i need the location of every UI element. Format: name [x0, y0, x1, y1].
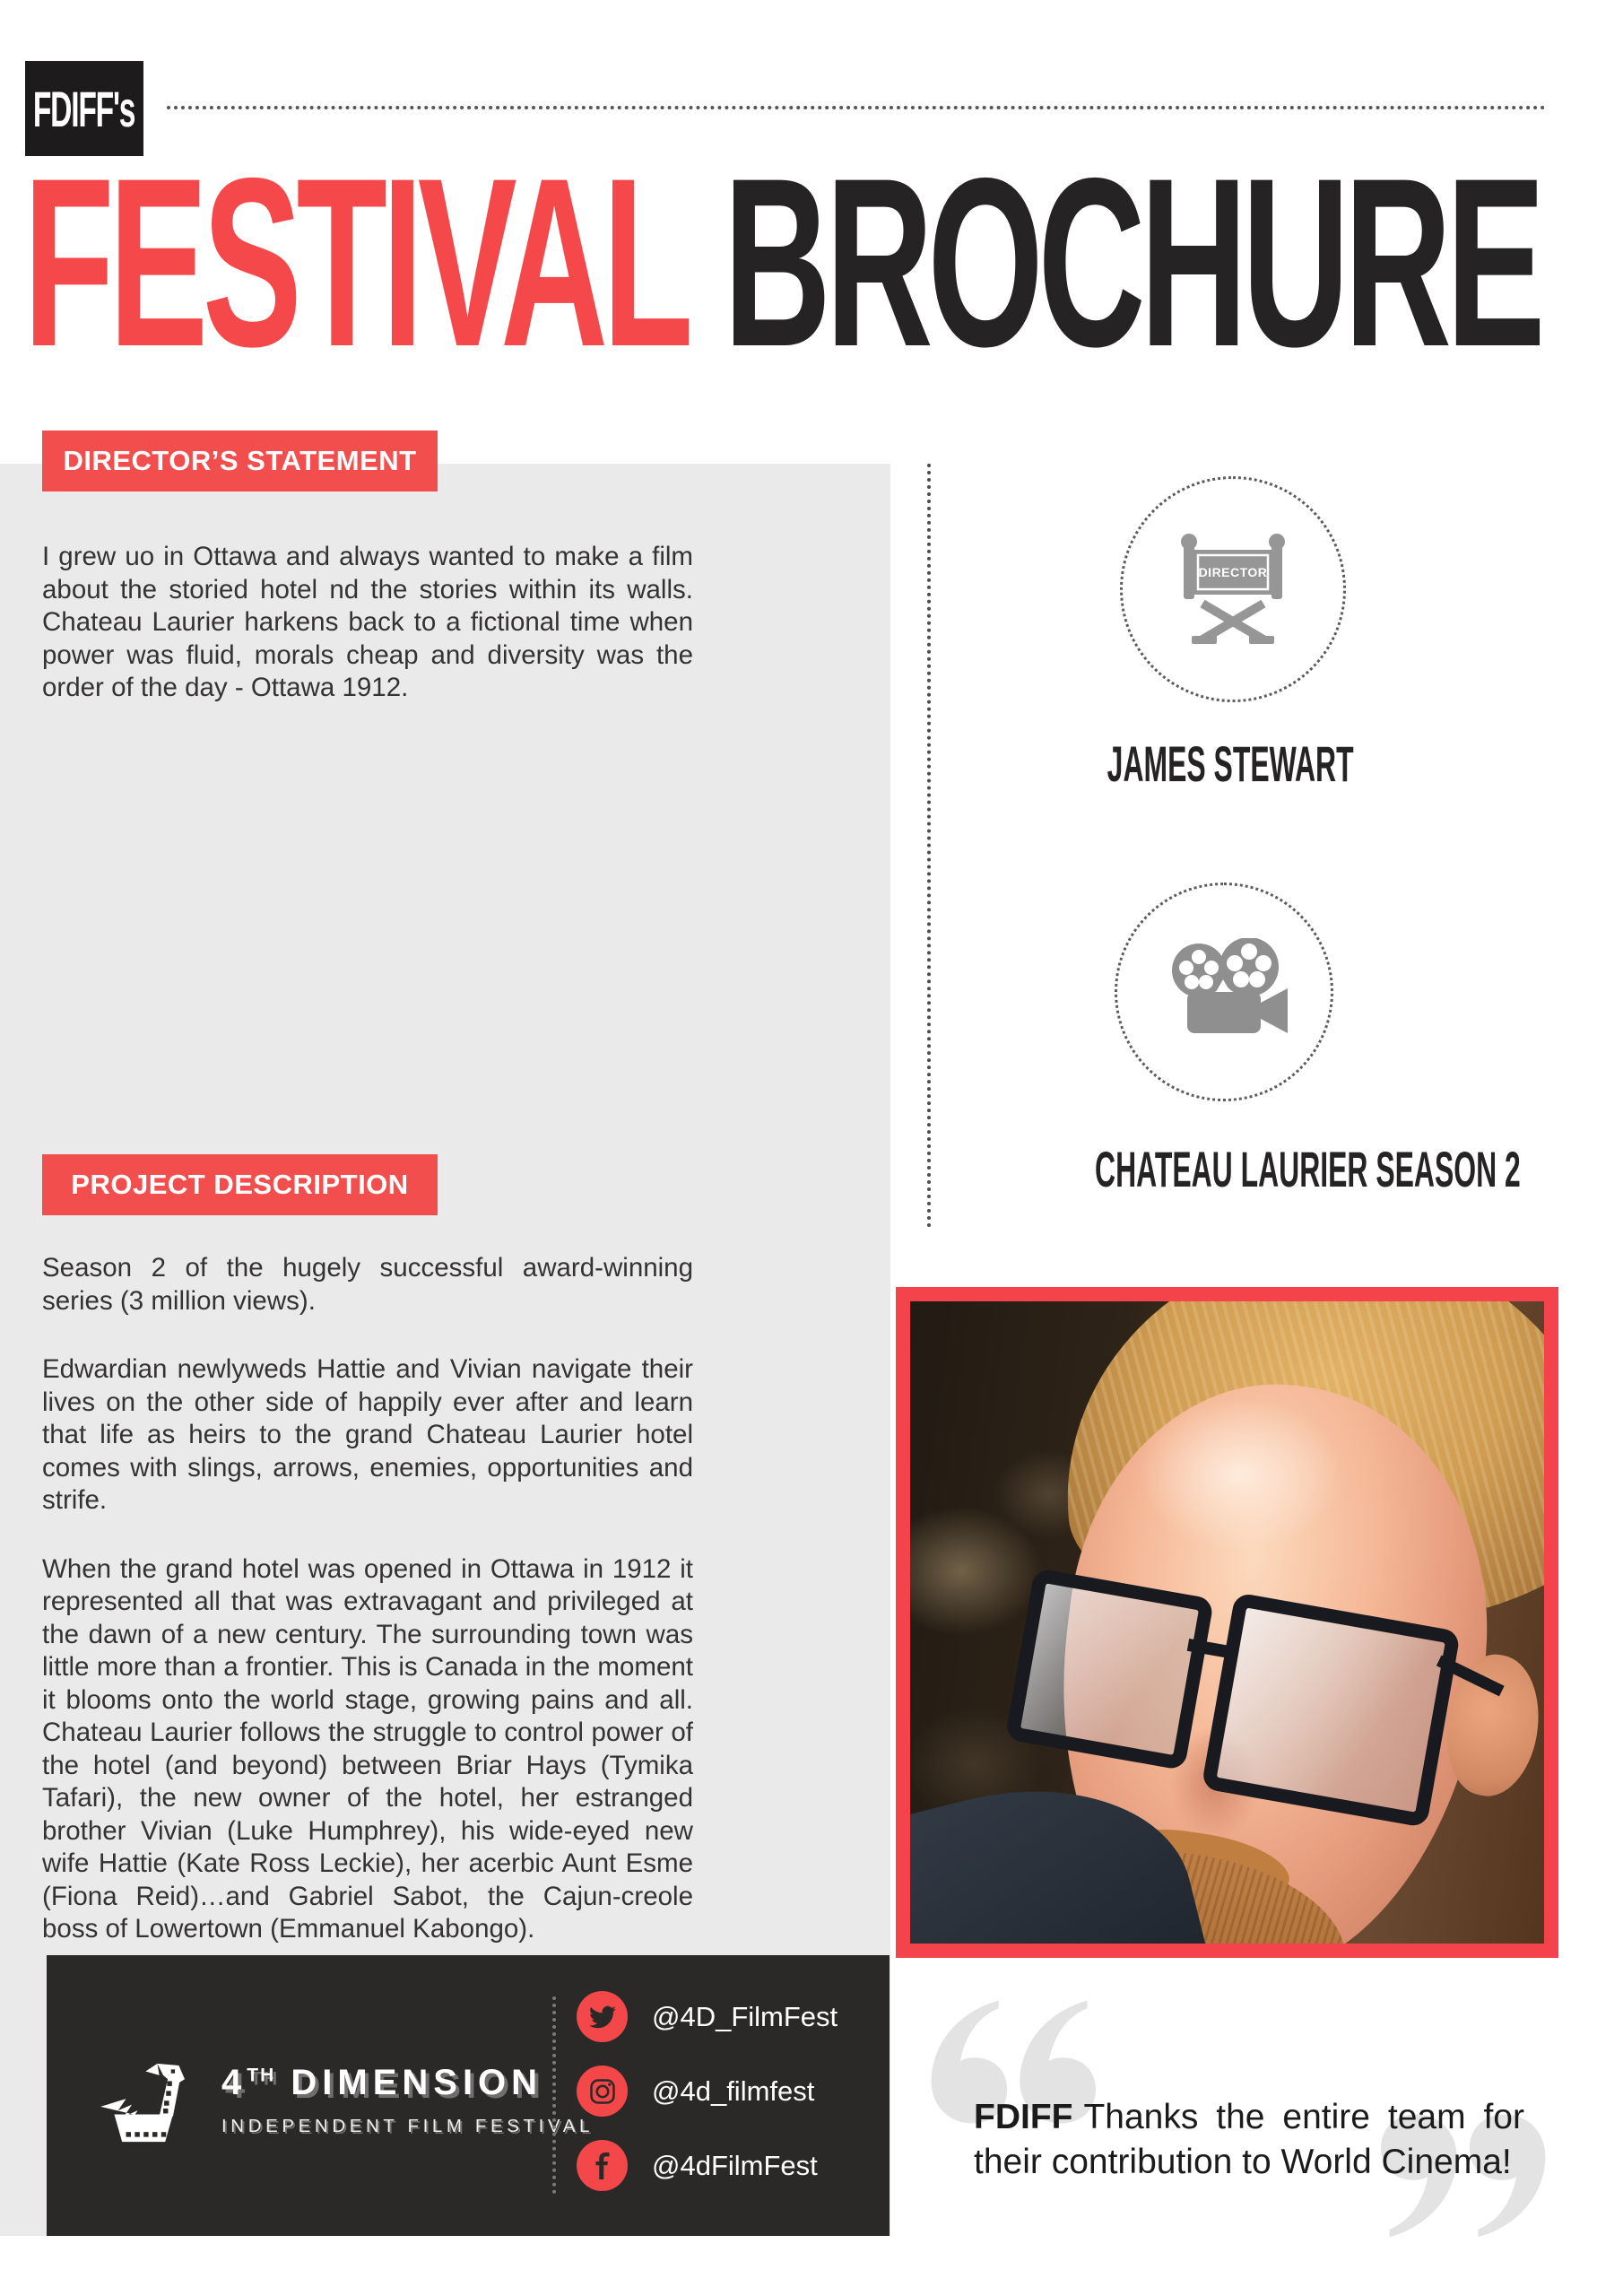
- social-row-facebook: [577, 2140, 838, 2191]
- festival-footer: [47, 1955, 890, 2236]
- page-title-festival: FESTIVAL: [23, 127, 689, 396]
- director-profile-circle: [1120, 476, 1346, 702]
- social-row-instagram: [577, 2066, 838, 2117]
- facebook-icon: [577, 2140, 628, 2191]
- director-name: JAMES STEWART: [1107, 735, 1354, 792]
- festival-subtitle: INDEPENDENT FILM FESTIVAL: [221, 2116, 594, 2136]
- svg-text:DIRECTOR: DIRECTOR: [1198, 565, 1268, 579]
- page-title: [23, 127, 1541, 396]
- directors-statement-heading: DIRECTOR’S STATEMENT: [63, 445, 417, 476]
- project-description-heading: PROJECT DESCRIPTION: [71, 1169, 409, 1200]
- directors-statement-banner: [42, 430, 438, 491]
- project-description-paragraph: When the grand hotel was opened in Ottawa in 1912 it represented all that was extravagant and privileged at the dawn of a new century. The surrounding town was little more than a frontier. This is Canada in the moment it blooms onto the world stage, growing pains and all. Chateau Laurier follows the struggle to control power of the hotel (and beyond) between Briar Hays (Tymika Tafari), the new owner of the hotel, her estranged brother Vivian (Luke Humphrey), his wide-eyed new wife Hattie (Kate Ross Leckie), her acerbic Aunt Esme (Fiona Reid)…and Gabriel Sabot, the Cajun-creole boss of Lowertown (Emmanuel Kabongo).: [42, 1553, 693, 1944]
- photo-forehead-highlight: [1139, 1397, 1341, 1552]
- header-dotted-divider: [167, 106, 1546, 109]
- film-title: CHATEAU LAURIER SEASON 2: [1095, 1141, 1521, 1197]
- project-description-paragraph: Season 2 of the hugely successful award-winning series (3 million views).: [42, 1253, 693, 1316]
- quote-lead: FDIFF: [974, 2098, 1073, 2136]
- quote-body: Thanks the entire team for their contribution to World Cinema!: [974, 2098, 1524, 2181]
- fdiff-logo-text: FDIFF's: [33, 80, 135, 137]
- page-title-brochure: BROCHURE: [723, 127, 1541, 396]
- director-photo-frame: [896, 1287, 1558, 1958]
- directors-statement-paragraph: I grew uo in Ottawa and always wanted to make a film about the storied hotel nd the stories within its walls. Chateau Laurier harkens back to a fictional time when power was fluid, morals cheap and diversity was the order of the day - Ottawa 1912.: [42, 542, 693, 702]
- thanks-quote: [974, 2095, 1524, 2185]
- instagram-icon: [577, 2066, 628, 2117]
- twitter-handle: @4D_FilmFest: [652, 2000, 838, 2032]
- social-links: [577, 1991, 838, 2191]
- movie-camera-icon: [1157, 938, 1291, 1046]
- film-swan-logo-icon: [99, 2059, 206, 2158]
- twitter-icon: [577, 1991, 628, 2042]
- project-description-paragraph: Edwardian newlyweds Hattie and Vivian navigate their lives on the other side of happily ever after and learn that life as heirs to the grand Chateau Laurier hotel comes with slings, arrows, enemies, opportunities and strife.: [42, 1354, 693, 1515]
- project-description-banner: [42, 1154, 438, 1215]
- project-description-body: [42, 1252, 693, 1946]
- festival-name: 4TH DIMENSION: [221, 2063, 543, 2102]
- instagram-handle: @4d_filmfest: [652, 2074, 815, 2107]
- facebook-handle: @4dFilmFest: [652, 2149, 818, 2181]
- director-chair-icon: [1170, 526, 1296, 652]
- directors-statement-body: [42, 541, 693, 705]
- column-dotted-divider: [927, 464, 931, 1228]
- film-profile-circle: [1115, 883, 1333, 1101]
- social-row-twitter: [577, 1991, 838, 2042]
- footer-dotted-divider: [552, 1996, 556, 2194]
- festival-logo-text: [221, 2063, 594, 2137]
- director-photo: [910, 1301, 1544, 1944]
